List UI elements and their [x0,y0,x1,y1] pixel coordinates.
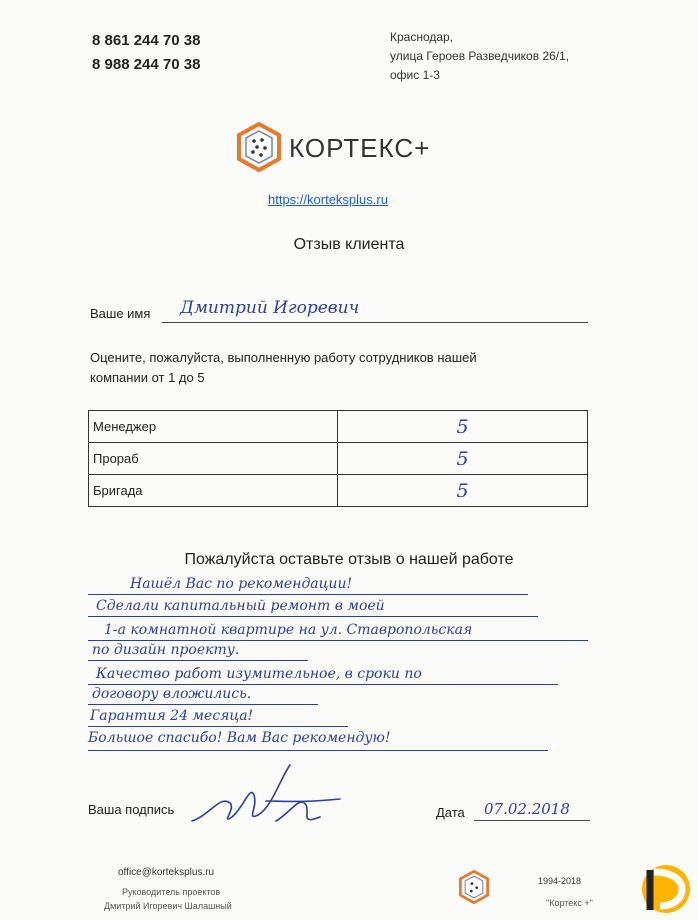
address-line-3: офис 1-3 [390,68,440,82]
review-line-rule [88,704,318,705]
footer-stamp: "Кортекс +" [546,898,593,908]
review-line-rule [88,616,538,617]
rating-value-foreman[interactable]: 5 [338,443,588,475]
review-text-line: договору вложились. [92,686,252,702]
watermark-logo-icon [640,862,692,916]
address-line-2: улица Героев Разведчиков 26/1, [390,49,570,63]
table-row [89,443,588,475]
review-text-line: Гарантия 24 месяца! [90,708,254,724]
review-text-line: Большое спасибо! Вам Вас рекомендую! [88,730,391,746]
logo-text: КОРТЕКС+ [289,133,431,163]
review-text-line: Качество работ изумительное, в сроки по [96,666,422,682]
rating-table [88,410,588,507]
table-row [89,475,588,507]
date-label: Дата [436,805,465,820]
phone-number-2: 8 988 244 70 38 [92,56,201,73]
name-value[interactable]: Дмитрий Игоревич [180,298,360,318]
footer-logo-icon [458,870,490,904]
review-line-rule [88,684,558,685]
rating-label-foreman: Прораб [89,443,338,475]
review-text-line: по дизайн проекту. [92,642,240,658]
rating-label-crew: Бригада [89,475,338,507]
phone-number-1: 8 861 244 70 38 [92,32,201,49]
signature-scribble-icon [180,755,350,835]
name-underline [162,322,588,323]
review-text-line: Нашёл Вас по рекомендации! [130,576,353,592]
review-line-rule [88,660,308,661]
footer-years: 1994-2018 [538,876,582,886]
date-value[interactable]: 07.02.2018 [484,800,570,818]
website-link[interactable]: https://korteksplus.ru [268,192,388,207]
rating-value-manager[interactable]: 5 [338,411,588,443]
page-title: Отзыв клиента [293,236,405,253]
rating-prompt-line-1: Оцените, пожалуйста, выполненную работу сотрудников нашей [90,350,477,365]
table-row [89,411,588,443]
review-line-rule [88,726,348,727]
review-line-rule [88,594,528,595]
review-heading: Пожалуйста оставьте отзыв о нашей работе [184,551,514,568]
review-text-line: 1-а комнатной квартире на ул. Ставропольская [104,622,473,638]
rating-label-manager: Менеджер [89,411,338,443]
korteks-logo-icon [236,122,282,172]
review-line-rule [88,750,548,751]
rating-value-crew[interactable]: 5 [338,475,588,507]
footer-person: Дмитрий Игоревич Шалашный [104,901,232,911]
name-label: Ваше имя [90,306,151,321]
rating-prompt-line-2: компании от 1 до 5 [90,370,205,385]
footer-email[interactable]: office@korteksplus.ru [118,867,215,878]
date-underline [474,820,590,821]
address-line-1: Краснодар, [390,30,454,44]
review-text-line: Сделали капитальный ремонт в моей [96,598,385,614]
signature-label: Ваша подпись [88,802,175,817]
footer-role: Руководитель проектов [122,887,221,897]
review-line-rule [88,640,588,641]
